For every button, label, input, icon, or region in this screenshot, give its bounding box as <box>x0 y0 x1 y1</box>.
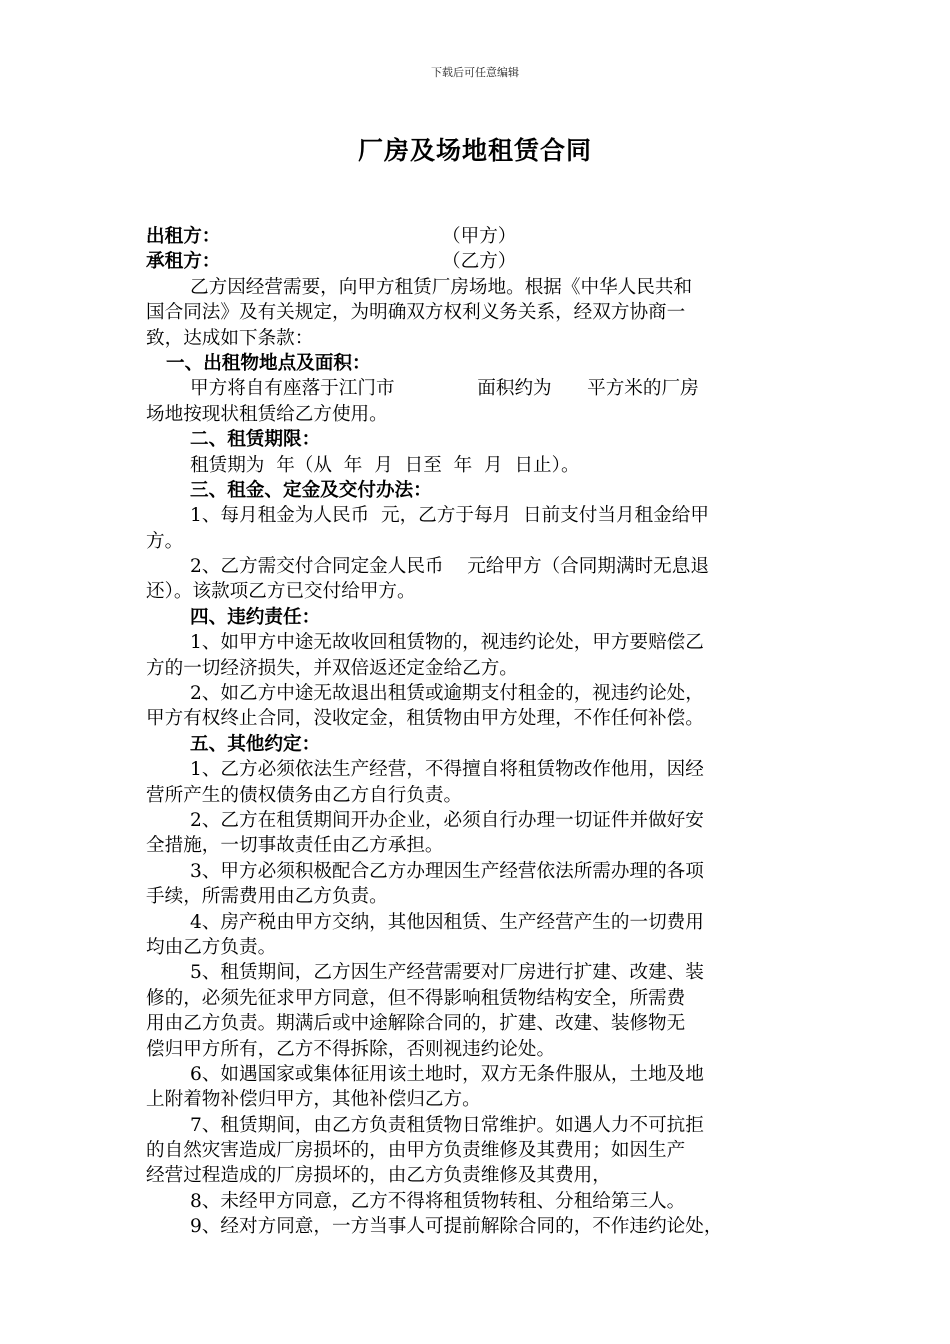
section-5-item-4-line-2: 均由乙方负责。 <box>146 936 277 958</box>
document-title: 厂房及场地租赁合同 <box>357 136 592 165</box>
section-5-item-7-line-1: 7、租赁期间，由乙方负责租赁物日常维护。如遇人力不可抗拒 <box>190 1114 704 1136</box>
header-note: 下载后可任意编辑 <box>431 66 519 79</box>
lessor-line <box>146 224 810 249</box>
lessee-label: 承租方： <box>146 251 221 273</box>
section-heading-4: 四、违约责任： <box>190 606 321 628</box>
section-2-line-1: 租赁期为 年（从 年 月 日至 年 月 日止）。 <box>190 454 580 476</box>
intro-line-2: 国合同法》及有关规定，为明确双方权利义务关系，经双方协商一 <box>146 302 686 324</box>
section-5-item-1-line-1: 1、乙方必须依法生产经营，不得擅自将租赁物改作他用，因经 <box>190 759 704 781</box>
intro-line-1: 乙方因经营需要，向甲方租赁厂房场地。根据《中华人民共和 <box>190 276 693 298</box>
lessee-role: （乙方） <box>442 251 517 273</box>
section-5-item-2-line-1: 2、乙方在租赁期间开办企业，必须自行办理一切证件并做好安 <box>190 809 704 831</box>
section-5-item-5-line-1: 5、租赁期间，乙方因生产经营需要对厂房进行扩建、改建、装 <box>190 962 704 984</box>
section-5-item-4-line-1: 4、房产税由甲方交纳，其他因租赁、生产经营产生的一切费用 <box>190 911 704 933</box>
section-3-item-2-line-2: 还）。该款项乙方已交付给甲方。 <box>146 581 416 603</box>
section-4-item-1-line-1: 1、如甲方中途无故收回租赁物的，视违约论处，甲方要赔偿乙 <box>190 632 704 654</box>
section-1-line-2: 场地按现状租赁给乙方使用。 <box>146 403 388 425</box>
section-3-item-1-line-2: 方。 <box>146 530 184 552</box>
section-5-item-6-line-1: 6、如遇国家或集体征用该土地时，双方无条件服从，土地及地 <box>190 1063 704 1085</box>
section-5-item-1-line-2: 营所产生的债权债务由乙方自行负责。 <box>146 784 463 806</box>
section-5-item-5-line-3: 用由乙方负责。期满后或中途解除合同的，扩建、改建、装修物无 <box>146 1013 686 1035</box>
section-heading-5: 五、其他约定： <box>190 733 321 755</box>
section-4-item-1-line-2: 方的一切经济损失，并双倍返还定金给乙方。 <box>146 657 518 679</box>
lessee-line <box>146 249 810 274</box>
section-3-item-1-line-1: 1、每月租金为人民币 元，乙方于每月 日前支付当月租金给甲 <box>190 505 709 527</box>
lessor-label: 出租方： <box>146 226 221 247</box>
section-5-item-9-line-1: 9、经对方同意，一方当事人可提前解除合同的，不作违约论处， <box>190 1216 723 1238</box>
section-heading-1: 一、出租物地点及面积： <box>166 352 371 374</box>
section-5-item-2-line-2: 全措施，一切事故责任由乙方承担。 <box>146 835 444 857</box>
section-3-item-2-line-1: 2、乙方需交付合同定金人民币 元给甲方（合同期满时无息退 <box>190 556 709 578</box>
contract-body <box>146 224 810 1240</box>
section-heading-2: 二、租赁期限： <box>190 429 321 451</box>
section-1-line-1: 甲方将自有座落于江门市 面积约为 平方米的厂房 <box>190 378 699 400</box>
section-4-item-2-line-2: 甲方有权终止合同，没收定金，租赁物由甲方处理，不作任何补偿。 <box>146 708 704 730</box>
section-5-item-7-line-3: 经营过程造成的厂房损坏的，由乙方负责维修及其费用， <box>146 1165 611 1187</box>
section-4-item-2-line-1: 2、如乙方中途无故退出租赁或逾期支付租金的，视违约论处， <box>190 683 704 705</box>
section-5-item-3-line-2: 手续，所需费用由乙方负责。 <box>146 886 388 908</box>
lessor-role: （甲方） <box>442 226 517 247</box>
section-heading-3: 三、租金、定金及交付办法： <box>190 479 432 501</box>
intro-line-3: 致，达成如下条款： <box>146 327 314 349</box>
section-5-item-5-line-4: 偿归甲方所有，乙方不得拆除，否则视违约论处。 <box>146 1038 556 1060</box>
section-5-item-7-line-2: 的自然灾害造成厂房损坏的，由甲方负责维修及其费用；如因生产 <box>146 1140 686 1162</box>
section-5-item-6-line-2: 上附着物补偿归甲方，其他补偿归乙方。 <box>146 1089 481 1111</box>
section-5-item-8-line-1: 8、未经甲方同意，乙方不得将租赁物转租、分租给第三人。 <box>190 1190 686 1212</box>
section-5-item-5-line-2: 修的，必须先征求甲方同意，但不得影响租赁物结构安全，所需费 <box>146 987 686 1009</box>
section-5-item-3-line-1: 3、甲方必须积极配合乙方办理因生产经营依法所需办理的各项 <box>190 860 704 882</box>
